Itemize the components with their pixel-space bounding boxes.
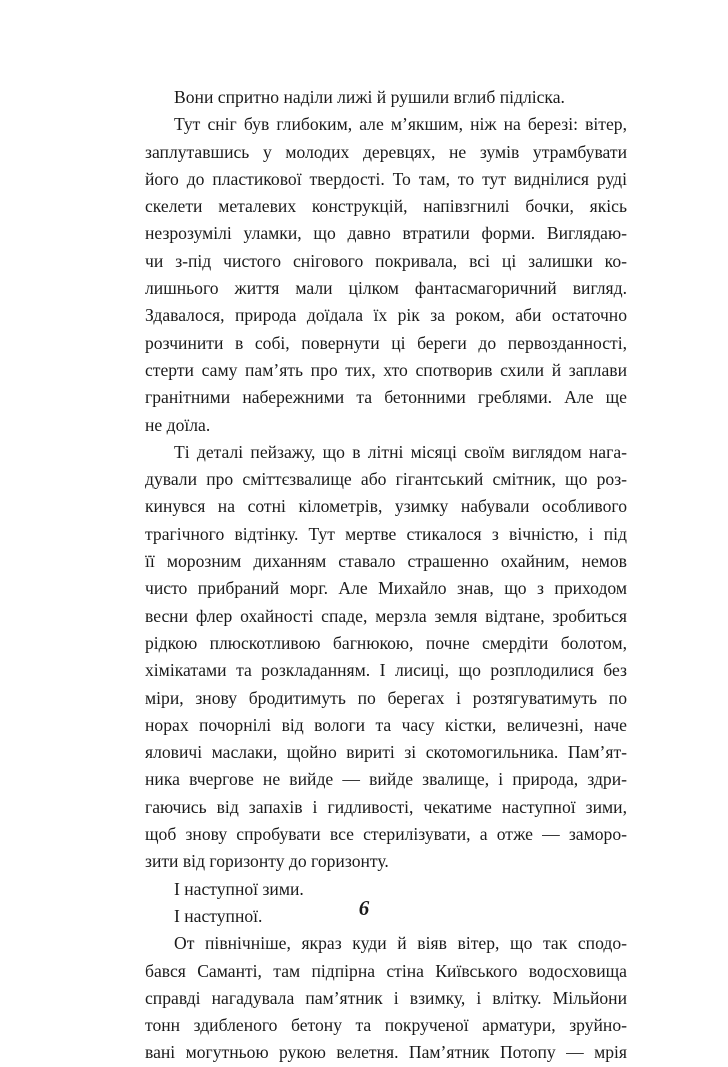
text-line: ника вчергове не вийде — вийде звалище, і природа, здри- (145, 769, 627, 790)
text-line: Здавалося, природа доїдала їх рік за роком, аби остаточно (145, 305, 627, 326)
text-line: розчинити в собі, повернути ці береги до первозданності, (145, 332, 627, 353)
text-line: дували про сміттєзвалище або гігантський смітник, що роз- (145, 469, 627, 490)
text-line: тонн здибленого бетону та покрученої арматури, зруйно- (145, 1015, 627, 1036)
text-line: чи з-під чистого снігового покривала, всі ці залишки ко- (145, 250, 627, 271)
text-line: І наступної зими. (174, 878, 304, 899)
text-line: справді нагадувала пам’ятник і взимку, і влітку. Мільйони (145, 987, 627, 1008)
text-line: весни флер охайності спаде, мерзла земля відтане, зробиться (145, 605, 627, 626)
text-line: незрозумілі уламки, що давно втратили форми. Виглядаю- (145, 223, 627, 244)
text-line: гранітними набережними та бетонними греблями. Але ще (145, 387, 627, 408)
text-line: скелети металевих конструкцій, напівзгнилі бочки, якісь (145, 196, 627, 217)
text-line: чисто прибраний морг. Але Михайло знав, що з приходом (145, 578, 627, 599)
text-line: не доїла. (145, 414, 211, 435)
text-line: кинувся на сотні кілометрів, узимку набували особливого (145, 496, 627, 517)
text-line: Ті деталі пейзажу, що в літні місяці своїм виглядом нага- (174, 441, 627, 462)
text-line: вані могутньою рукою велетня. Пам’ятник Потопу — мрія (145, 1042, 627, 1063)
text-line: норах почорнілі від вологи та часу кістки, величезні, наче (145, 714, 627, 735)
text-line: лишнього життя мали цілком фантасмагоричний вигляд. (145, 278, 627, 299)
page-number: 6 (358, 896, 370, 920)
text-line: щоб знову спробувати все стерилізувати, а отже — заморо- (145, 824, 627, 845)
text-line: міри, знову бродитимуть по берегах і розтягуватимуть по (145, 687, 627, 708)
text-line: І наступної. (174, 905, 263, 926)
text-line: зити від горизонту до горизонту. (145, 851, 389, 872)
text-line: яловичі маслаки, щойно вириті зі скотомогильника. Пам’ят- (145, 742, 627, 763)
text-line: гаючись від запахів і гидливості, чекатиме наступної зими, (145, 796, 627, 817)
text-line: Вони спритно наділи лижі й рушили вглиб підліска. (174, 87, 565, 107)
text-line: його до пластикової твердості. То там, то тут виднілися руді (145, 168, 627, 189)
text-line: її морозним диханням ставало страшенно охайним, немов (145, 551, 627, 572)
text-line: рідкою плюскотливою багнюкою, почне смердіти болотом, (145, 632, 627, 653)
text-line: хімікатами та розкладанням. І лисиці, що розплодилися без (145, 660, 627, 681)
text-line: трагічного відтінку. Тут мертве стикалося з вічністю, і під (145, 523, 627, 544)
text-line: заплутавшись у молодих деревцях, не зумів утрамбувати (145, 141, 627, 162)
text-line: стерти саму пам’ять про тих, хто спотворив схили й заплави (145, 359, 627, 380)
text-line: бався Саманті, там підпірна стіна Київського водосховища (145, 960, 627, 981)
text-line: От північніше, якраз куди й віяв вітер, що так сподо- (174, 933, 627, 954)
text-line: Тут сніг був глибоким, але м’якшим, ніж на березі: вітер, (174, 114, 627, 135)
